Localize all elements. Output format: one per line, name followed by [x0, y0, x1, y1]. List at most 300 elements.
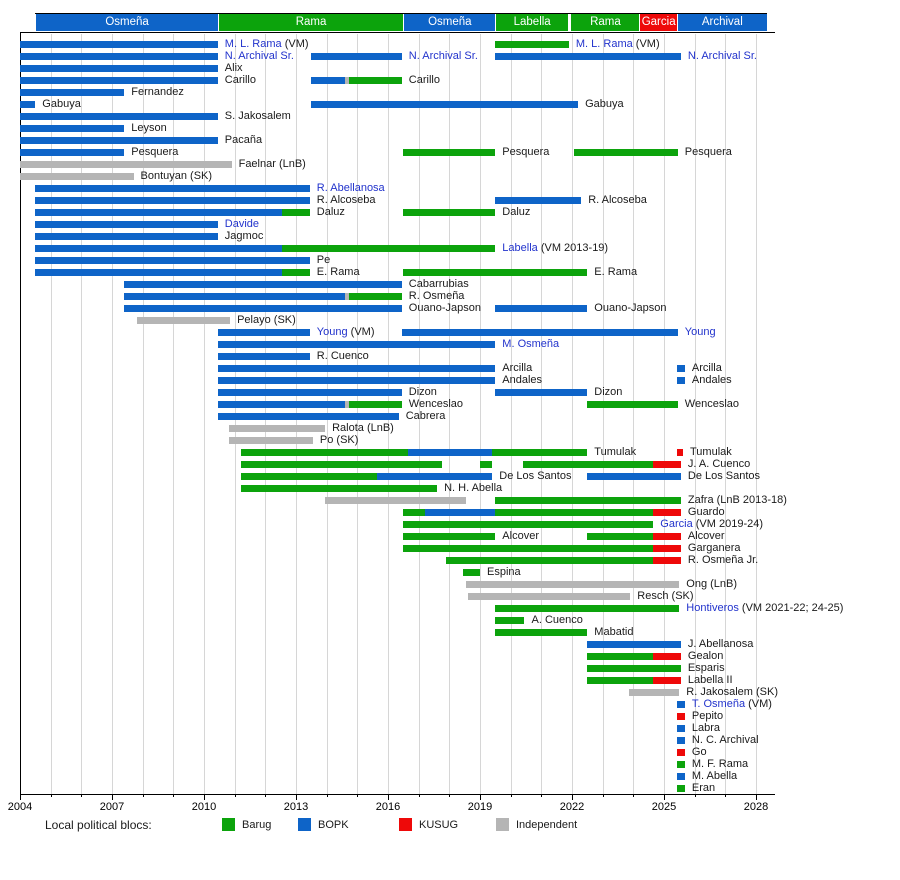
member-name: Gabuya — [585, 98, 624, 110]
member-label — [688, 650, 723, 662]
axis-tick-2013 — [296, 794, 297, 800]
term-bar — [495, 197, 581, 204]
member-name: Arcilla — [691, 362, 722, 374]
term-bar — [349, 401, 402, 408]
term-bar — [218, 329, 310, 336]
term-bar — [20, 53, 218, 60]
term-bar — [587, 473, 681, 480]
mayor-era-rama: Rama — [218, 14, 404, 31]
term-bar — [466, 581, 679, 588]
axis-label-2004: 2004 — [7, 801, 33, 813]
member-name-link[interactable]: Young — [316, 326, 348, 338]
member-label-suffix: (VM) — [632, 38, 660, 50]
member-label — [406, 410, 446, 422]
member-name: Carillo — [408, 74, 440, 86]
member-label — [502, 374, 542, 386]
term-bar — [20, 41, 218, 48]
member-label — [409, 386, 437, 398]
axis-tick-2026 — [695, 794, 696, 797]
member-label — [688, 638, 753, 650]
member-label-suffix: (VM 2013-19) — [537, 242, 609, 254]
member-name-link[interactable]: M. L. Rama — [575, 38, 633, 50]
legend-swatch-independent — [496, 818, 509, 831]
member-label-suffix: (VM 2021-22; 24-25) — [738, 602, 844, 614]
member-label[interactable] — [660, 518, 763, 530]
term-bar — [20, 149, 124, 156]
member-label — [686, 578, 737, 590]
term-bar — [35, 257, 310, 264]
member-label — [502, 206, 530, 218]
term-bar — [20, 173, 134, 180]
member-name: Bontuyan (SK) — [140, 170, 213, 182]
member-name: De Los Santos — [687, 470, 761, 482]
member-name: Carillo — [224, 74, 256, 86]
mayor-era-archival: Archival — [677, 14, 767, 31]
member-name: Pacaña — [224, 134, 263, 146]
member-name: R. Alcoseba — [588, 194, 647, 206]
legend-swatch-barug — [222, 818, 235, 831]
term-bar — [495, 509, 653, 516]
member-name: Dizon — [594, 386, 623, 398]
term-bar — [218, 413, 399, 420]
member-name-link[interactable]: N. Archival Sr. — [224, 50, 294, 62]
member-name: Daluz — [502, 206, 531, 218]
member-label — [131, 86, 184, 98]
member-label — [487, 566, 521, 578]
member-label-suffix: (VM) — [347, 326, 375, 338]
member-label — [594, 302, 666, 314]
term-bar — [20, 161, 232, 168]
member-name: Guardo — [687, 506, 725, 518]
member-label — [409, 398, 463, 410]
term-bar — [574, 149, 678, 156]
member-name: N. H. Abella — [444, 482, 503, 494]
member-name: Po (SK) — [319, 434, 359, 446]
member-label[interactable] — [225, 50, 294, 62]
member-label — [409, 302, 481, 314]
member-name: R. Osmeña Jr. — [687, 554, 759, 566]
term-bar — [403, 521, 653, 528]
term-bar — [587, 401, 678, 408]
member-name: J. Abellanosa — [687, 638, 754, 650]
term-bar — [311, 101, 578, 108]
term-bar — [653, 509, 681, 516]
axis-tick-2020 — [511, 794, 512, 797]
term-bar — [403, 209, 495, 216]
member-label — [502, 530, 539, 542]
member-name-link[interactable]: N. Archival Sr. — [408, 50, 478, 62]
term-bar — [218, 341, 496, 348]
term-bar — [218, 401, 345, 408]
member-label — [42, 98, 81, 110]
term-bar — [677, 761, 685, 768]
axis-tick-2006 — [81, 794, 82, 797]
term-bar — [124, 293, 345, 300]
member-name: E. Rama — [316, 266, 360, 278]
axis-tick-2027 — [725, 794, 726, 797]
legend-swatch-bopk — [298, 818, 311, 831]
member-name: A. Cuenco — [531, 614, 583, 626]
member-label — [317, 266, 360, 278]
term-bar — [282, 245, 495, 252]
member-label — [688, 530, 725, 542]
member-label[interactable] — [225, 218, 259, 230]
member-label — [502, 146, 549, 158]
member-name: Wenceslao — [684, 398, 740, 410]
term-bar — [20, 65, 218, 72]
term-bar — [218, 377, 496, 384]
member-name-link[interactable]: Hontiveros — [686, 602, 739, 614]
term-bar — [587, 677, 653, 684]
term-bar — [241, 449, 408, 456]
term-bar — [349, 77, 402, 84]
member-name: Daluz — [316, 206, 345, 218]
member-name-link[interactable]: Davide — [224, 218, 260, 230]
axis-tick-2010 — [204, 794, 205, 800]
axis-tick-2018 — [449, 794, 450, 797]
axis-tick-2024 — [633, 794, 634, 797]
term-bar — [587, 641, 681, 648]
member-name: Gabuya — [42, 98, 81, 110]
term-bar — [124, 305, 402, 312]
member-label — [692, 734, 759, 746]
member-label[interactable] — [685, 326, 716, 338]
term-bar — [587, 533, 653, 540]
axis-tick-2014 — [327, 794, 328, 797]
term-bar — [677, 365, 685, 372]
term-bar — [403, 149, 495, 156]
member-name-link[interactable]: N. Archival Sr. — [687, 50, 757, 62]
member-name: Fernandez — [131, 86, 184, 98]
term-bar — [311, 77, 345, 84]
member-name: Cabrera — [405, 410, 446, 422]
member-label — [688, 674, 733, 686]
term-bar — [325, 497, 466, 504]
term-bar — [523, 461, 653, 468]
term-bar — [241, 473, 378, 480]
member-name: Labella II — [687, 674, 733, 686]
member-name: Andales — [502, 374, 543, 386]
member-name: M. Abella — [691, 770, 738, 782]
member-label — [688, 542, 741, 554]
member-name-link[interactable]: R. Abellanosa — [316, 182, 385, 194]
member-name-link[interactable]: T. Osmeña — [691, 698, 746, 710]
term-bar — [677, 701, 685, 708]
member-label — [692, 746, 707, 758]
legend-swatch-kusug — [399, 818, 412, 831]
member-name: Arcilla — [502, 362, 533, 374]
member-label — [588, 194, 647, 206]
member-name: Ouano-Japson — [594, 302, 667, 314]
axis-label-2028: 2028 — [743, 801, 769, 813]
member-name: Leyson — [131, 122, 167, 134]
member-name: Resch (SK) — [637, 590, 694, 602]
term-bar — [677, 749, 685, 756]
member-label — [225, 62, 243, 74]
member-label — [131, 146, 178, 158]
gridline-2028 — [756, 34, 757, 794]
member-label — [317, 254, 330, 266]
term-bar — [653, 653, 681, 660]
term-bar — [218, 365, 496, 372]
member-label — [409, 278, 469, 290]
axis-tick-2009 — [173, 794, 174, 797]
member-label — [317, 194, 376, 206]
member-name: R. Osmeña — [408, 290, 465, 302]
member-label — [692, 782, 715, 794]
term-bar — [480, 461, 492, 468]
term-bar — [20, 101, 35, 108]
member-label — [320, 434, 359, 446]
member-label[interactable] — [692, 698, 772, 710]
member-name: De Los Santos — [499, 470, 572, 482]
term-bar — [35, 209, 282, 216]
member-label[interactable] — [317, 326, 375, 338]
term-bar — [403, 533, 495, 540]
axis-tick-2012 — [265, 794, 266, 797]
member-name: E. Rama — [594, 266, 638, 278]
axis-tick-2011 — [235, 794, 236, 797]
term-bar — [218, 353, 310, 360]
member-name: Pepito — [691, 710, 724, 722]
member-name: S. Jakosalem — [224, 110, 291, 122]
member-name: Tumulak — [594, 446, 637, 458]
member-label — [692, 770, 737, 782]
member-label — [594, 446, 636, 458]
header-top-border — [35, 13, 766, 14]
term-bar — [677, 449, 683, 456]
term-bar — [677, 773, 685, 780]
member-name: Labra — [691, 722, 721, 734]
mayor-era-garcia: Garcia — [639, 14, 676, 31]
member-name: Garganera — [687, 542, 741, 554]
member-label — [317, 350, 369, 362]
member-name: Ouano-Japson — [408, 302, 481, 314]
term-bar — [403, 269, 587, 276]
term-bar — [35, 269, 282, 276]
member-label-suffix: (VM) — [745, 698, 772, 710]
term-bar — [20, 125, 124, 132]
member-name: R. Jakosalem (SK) — [686, 686, 778, 698]
term-bar — [408, 449, 492, 456]
term-bar — [653, 461, 681, 468]
member-label[interactable] — [576, 38, 660, 50]
term-bar — [229, 437, 313, 444]
member-label — [409, 74, 440, 86]
plot-top-border — [20, 32, 775, 33]
y-axis-line — [20, 32, 21, 794]
member-label — [685, 146, 732, 158]
term-bar — [402, 329, 678, 336]
member-name: Dizon — [408, 386, 437, 398]
member-label — [237, 314, 296, 326]
term-bar — [468, 593, 631, 600]
member-name: Andales — [691, 374, 732, 386]
member-name: M. F. Rama — [691, 758, 749, 770]
member-name: N. C. Archival — [691, 734, 759, 746]
axis-tick-2016 — [388, 794, 389, 800]
member-label — [692, 758, 748, 770]
axis-tick-2005 — [51, 794, 52, 797]
member-label — [692, 710, 723, 722]
axis-tick-2022 — [572, 794, 573, 800]
axis-label-2025: 2025 — [651, 801, 677, 813]
member-label[interactable] — [317, 182, 385, 194]
member-name: Eran — [691, 782, 716, 794]
member-name: Cabarrubias — [408, 278, 469, 290]
term-bar — [587, 665, 681, 672]
mayor-era-labella: Labella — [495, 14, 568, 31]
term-bar — [677, 737, 685, 744]
term-bar — [282, 269, 310, 276]
member-label — [690, 446, 732, 458]
member-label — [332, 422, 394, 434]
axis-tick-2017 — [419, 794, 420, 797]
term-bar — [35, 233, 218, 240]
gridline-2010 — [204, 34, 205, 794]
term-bar — [20, 113, 218, 120]
member-label — [688, 554, 758, 566]
member-name: Gealon — [687, 650, 724, 662]
term-bar — [35, 185, 310, 192]
term-bar — [495, 389, 587, 396]
mayor-era-osmeña: Osmeña — [35, 14, 217, 31]
axis-tick-2007 — [112, 794, 113, 800]
axis-label-2007: 2007 — [99, 801, 125, 813]
term-bar — [35, 221, 218, 228]
term-bar — [492, 449, 587, 456]
member-label — [685, 398, 739, 410]
term-bar — [446, 557, 653, 564]
term-bar — [495, 41, 569, 48]
mayor-era-rama: Rama — [570, 14, 639, 31]
member-name: R. Alcoseba — [316, 194, 376, 206]
term-bar — [137, 317, 231, 324]
term-bar — [35, 197, 310, 204]
member-label[interactable] — [409, 50, 478, 62]
member-label[interactable] — [686, 602, 843, 614]
member-label[interactable] — [502, 242, 608, 254]
member-name-link[interactable]: Garcia — [660, 518, 693, 530]
member-label — [131, 122, 166, 134]
member-name: Ralota (LnB) — [332, 422, 394, 434]
legend-title: Local political blocs: — [45, 818, 152, 832]
member-label[interactable] — [688, 50, 757, 62]
member-label — [686, 686, 778, 698]
member-name: Faelnar (LnB) — [238, 158, 306, 170]
member-name: Zafra (LnB 2013-18) — [687, 494, 787, 506]
mayor-era-osmeña: Osmeña — [403, 14, 495, 31]
member-label[interactable] — [225, 38, 309, 50]
term-bar — [349, 293, 402, 300]
axis-label-2019: 2019 — [467, 801, 493, 813]
member-label — [692, 374, 732, 386]
member-label-suffix: (VM 2019-24) — [692, 518, 764, 530]
member-label — [688, 494, 787, 506]
term-bar — [495, 629, 587, 636]
term-bar — [403, 545, 653, 552]
member-label — [225, 230, 264, 242]
member-name: Alcover — [502, 530, 539, 542]
term-bar — [377, 473, 492, 480]
member-name-link[interactable]: M. Osmeña — [502, 338, 560, 350]
axis-tick-2025 — [664, 794, 665, 800]
member-name-link[interactable]: Labella — [502, 242, 538, 254]
term-bar — [425, 509, 496, 516]
term-bar — [311, 53, 402, 60]
member-name: Wenceslao — [408, 398, 464, 410]
member-name: Alix — [224, 62, 243, 74]
axis-tick-2008 — [143, 794, 144, 797]
member-label — [532, 614, 583, 626]
term-bar — [20, 137, 218, 144]
member-name: Tumulak — [690, 446, 732, 458]
member-name: Pesquera — [131, 146, 179, 158]
member-name: R. Cuenco — [316, 350, 369, 362]
member-name: Esparis — [687, 662, 725, 674]
member-label — [594, 626, 633, 638]
member-label — [317, 206, 345, 218]
member-label — [688, 470, 760, 482]
term-bar — [20, 77, 218, 84]
member-label — [688, 458, 750, 470]
member-name: Alcover — [687, 530, 725, 542]
x-axis-line — [20, 794, 775, 795]
member-label — [225, 134, 262, 146]
term-bar — [677, 785, 685, 792]
term-bar — [495, 497, 681, 504]
term-bar — [218, 389, 402, 396]
legend-label-barug: Barug — [242, 819, 272, 831]
member-name-link[interactable]: Young — [684, 326, 716, 338]
member-label — [594, 266, 637, 278]
term-bar — [241, 461, 442, 468]
member-name: J. A. Cuenco — [687, 458, 751, 470]
term-bar — [629, 689, 680, 696]
term-bar — [677, 725, 685, 732]
axis-tick-2023 — [603, 794, 604, 797]
member-label — [637, 590, 693, 602]
term-bar — [653, 533, 681, 540]
term-bar — [495, 605, 679, 612]
member-name: Jagmoc — [224, 230, 264, 242]
axis-label-2016: 2016 — [375, 801, 401, 813]
member-name: Pesquera — [684, 146, 732, 158]
member-name-link[interactable]: M. L. Rama — [224, 38, 282, 50]
axis-label-2010: 2010 — [191, 801, 217, 813]
axis-tick-2004 — [20, 794, 21, 800]
term-bar — [653, 557, 681, 564]
member-label — [225, 110, 291, 122]
member-label — [499, 470, 571, 482]
member-name: Pesquera — [502, 146, 550, 158]
term-bar — [653, 545, 681, 552]
member-label — [594, 386, 622, 398]
term-bar — [495, 53, 681, 60]
legend-label-independent: Independent — [516, 819, 578, 831]
term-bar — [653, 677, 681, 684]
legend-label-kusug: KUSUG — [419, 819, 459, 831]
member-label — [692, 722, 720, 734]
term-bar — [677, 377, 685, 384]
term-bar — [403, 509, 425, 516]
member-label[interactable] — [502, 338, 559, 350]
term-bar — [20, 89, 124, 96]
member-label — [502, 362, 532, 374]
member-name: Go — [691, 746, 707, 758]
term-bar — [495, 617, 524, 624]
member-label — [688, 662, 725, 674]
